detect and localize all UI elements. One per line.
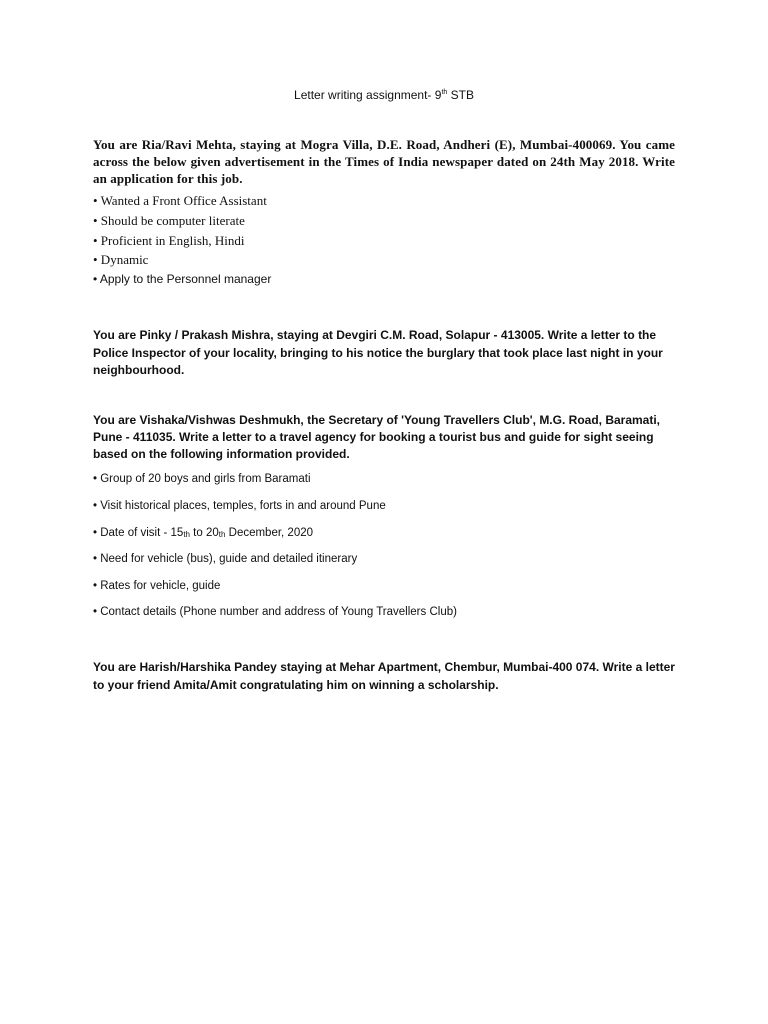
title-text: Letter writing assignment- 9 [294, 88, 442, 102]
question-3-date-point [93, 527, 313, 539]
title-superscript: th [441, 89, 448, 96]
question-1-points [93, 191, 675, 290]
question-4-prompt: You are Harish/Harshika Pandey staying at Mehar Apartment, Chembur, Mumbai-400 074. Write a letter to your friend Amita/Amit congratulating him on winning a scholarship. [93, 660, 675, 692]
page-title [0, 88, 768, 102]
date-middle: to 20 [189, 527, 219, 539]
question-1-point: • Apply to the Personnel manager [93, 272, 272, 287]
date-sub-1: th [183, 530, 190, 539]
question-3-prompt: You are Vishaka/Vishwas Deshmukh, the Secretary of 'Young Travellers Club', M.G. Road, Baramati, Pune - 411035. Write a letter to a travel agency for booking a tourist bus and guide for sight seeing based on the following information provided. [93, 413, 661, 461]
date-prefix: • Date of visit - 15 [93, 527, 184, 539]
question-2-prompt: You are Pinky / Prakash Mishra, staying at Devgiri C.M. Road, Solapur - 413005. Write a letter to the Police Inspector of your locality, bringing to his notice the burglary that took place last night in your neighbourhood. [93, 328, 663, 377]
question-3-point: • Rates for vehicle, guide [93, 580, 221, 592]
question-3-point: • Contact details (Phone number and address of Young Travellers Club) [93, 606, 457, 618]
question-1-point: • Dynamic [93, 252, 149, 268]
date-suffix: December, 2020 [225, 527, 314, 539]
date-sub-2: th [218, 530, 226, 539]
question-3-point: • Visit historical places, temples, forts in and around Pune [93, 500, 386, 512]
question-3-point: • Need for vehicle (bus), guide and detailed itinerary [93, 553, 358, 565]
question-1-point: • Should be computer literate [93, 212, 245, 228]
question-1-prompt: You are Ria/Ravi Mehta, staying at Mogra Villa, D.E. Road, Andheri (E), Mumbai-400069. You came across the below given advertisement in the Times of India newspaper dated on 24th May 2018. Write an application for this job. [93, 137, 675, 186]
title-suffix: STB [447, 88, 474, 102]
question-1-point: • Wanted a Front Office Assistant [93, 193, 267, 208]
question-1-point: • Proficient in English, Hindi [93, 232, 245, 248]
question-3-point: • Group of 20 boys and girls from Baramati [93, 473, 311, 485]
